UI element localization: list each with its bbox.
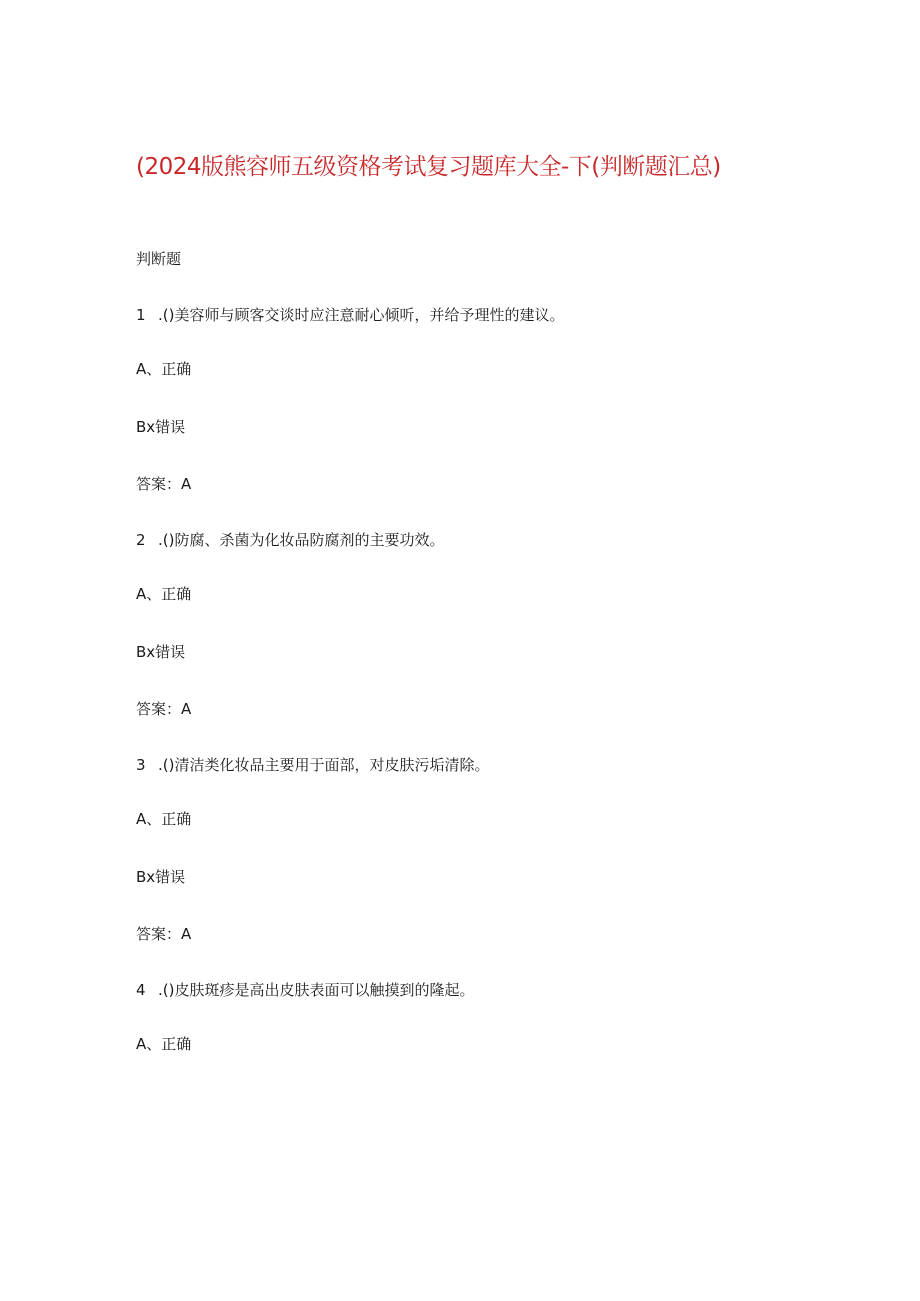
option-b: Bx错误	[136, 418, 186, 436]
question-number: 2	[136, 531, 146, 549]
section-heading: 判断题	[136, 250, 182, 268]
question-number: 3	[136, 756, 146, 774]
question-text: .()美容师与顾客交谈时应注意耐心倾听，并给予理性的建议。	[158, 306, 565, 324]
answer: 答案：A	[136, 700, 192, 718]
document-title: (2024版熊容师五级资格考试复习题库大全-下(判断题汇总)	[136, 154, 721, 180]
answer: 答案：A	[136, 925, 192, 943]
question-3	[136, 754, 489, 776]
question-text: .()清洁类化妆品主要用于面部，对皮肤污垢清除。	[158, 756, 490, 774]
option-b: Bx错误	[136, 868, 186, 886]
question-text: .()防腐、杀菌为化妆品防腐剂的主要功效。	[158, 531, 445, 549]
option-a: A、正确	[136, 1035, 192, 1053]
question-2	[136, 529, 444, 551]
option-b: Bx错误	[136, 643, 186, 661]
question-number: 1	[136, 306, 146, 324]
question-text: .()皮肤斑疹是高出皮肤表面可以触摸到的隆起。	[158, 981, 475, 999]
question-4	[136, 979, 474, 1001]
option-a: A、正确	[136, 585, 192, 603]
option-a: A、正确	[136, 360, 192, 378]
question-1	[136, 304, 564, 326]
answer: 答案：A	[136, 475, 192, 493]
question-number: 4	[136, 981, 146, 999]
option-a: A、正确	[136, 810, 192, 828]
